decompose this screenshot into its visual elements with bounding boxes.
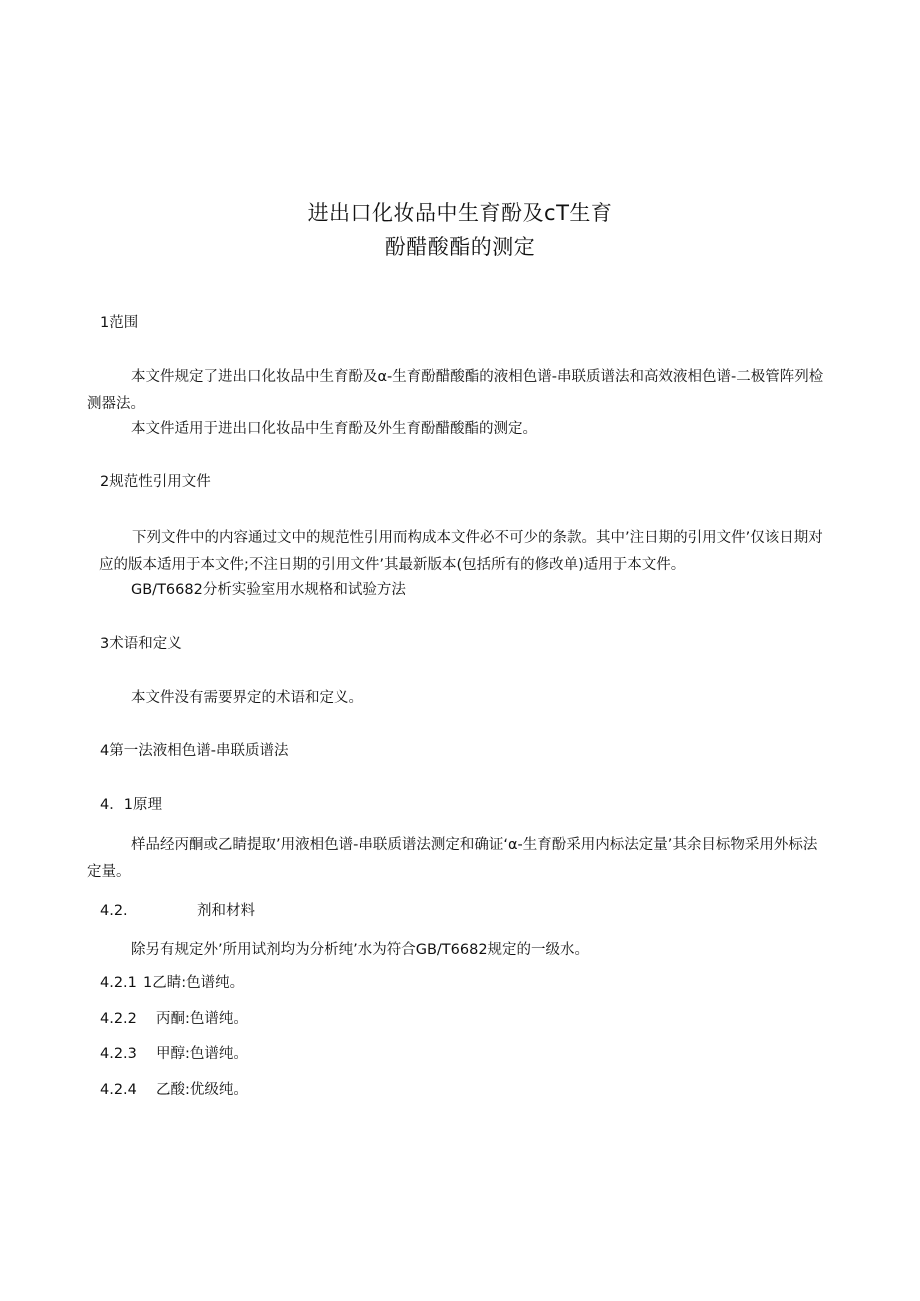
section-4-1-paragraph-text: 样品经丙酮或乙睛提取’用液相色谱-串联质谱法测定和确证‘α-生育酚采用内标法定量’其余目标物采用外标法定量。 xyxy=(87,837,818,880)
document-title-line2: 酚醋酸酯的测定 xyxy=(384,235,536,259)
item-4-2-3-text: 甲醇:色谱纯。 xyxy=(156,1046,248,1062)
section-4-heading: 4第一法液相色谱-串联质谱法 xyxy=(100,743,289,759)
section-1-paragraph-1 xyxy=(87,364,827,418)
section-1-paragraph-2: 本文件适用于进出口化妆品中生育酚及外生育酚醋酸酯的测定。 xyxy=(131,421,537,437)
item-4-2-4-number: 4.2.4 xyxy=(100,1082,137,1098)
section-4-1-heading: 4．1原理 xyxy=(100,797,162,813)
section-3-paragraph: 本文件没有需要界定的术语和定义。 xyxy=(131,690,363,706)
section-4-2-paragraph: 除另有规定外’所用试剂均为分析纯’水为符合GB/T6682规定的一级水。 xyxy=(131,942,590,958)
section-1-heading: 1范围 xyxy=(100,315,139,331)
item-4-2-2-number: 4.2.2 xyxy=(100,1011,137,1027)
section-1-paragraph-1-text: 本文件规定了进出口化妆品中生育酚及α-生育酚醋酸酯的液相色谱-串联质谱法和高效液相色谱-二极管阵列检测器法。 xyxy=(87,369,824,412)
item-4-2-1-text: 1乙睛:色谱纯。 xyxy=(143,975,245,991)
item-4-2-2-text: 丙酮:色谱纯。 xyxy=(156,1011,248,1027)
section-2-reference: GB/T6682分析实验室用水规格和试验方法 xyxy=(131,582,406,598)
section-4-2-number: 4.2. xyxy=(100,903,128,919)
section-4-1-paragraph xyxy=(87,832,827,886)
item-4-2-1-number: 4.2.1 xyxy=(100,975,137,991)
item-4-2-4-text: 乙酸:优级纯。 xyxy=(156,1082,248,1098)
section-2-heading: 2规范性引用文件 xyxy=(100,474,211,490)
section-2-paragraph-1 xyxy=(99,525,827,579)
section-4-2-title: 剂和材料 xyxy=(197,903,255,919)
section-3-heading: 3术语和定义 xyxy=(100,636,182,652)
document-title-line1: 进出口化妆品中生育酚及cT生育 xyxy=(307,201,613,225)
item-4-2-3-number: 4.2.3 xyxy=(100,1046,137,1062)
section-2-paragraph-1-text: 下列文件中的内容通过文中的规范性引用而构成本文件必不可少的条款。其中’注日期的引用文件’仅该日期对应的版本适用于本文件;不注日期的引用文件’其最新版本(包括所有的修改单)适用于本文件。 xyxy=(99,530,823,573)
